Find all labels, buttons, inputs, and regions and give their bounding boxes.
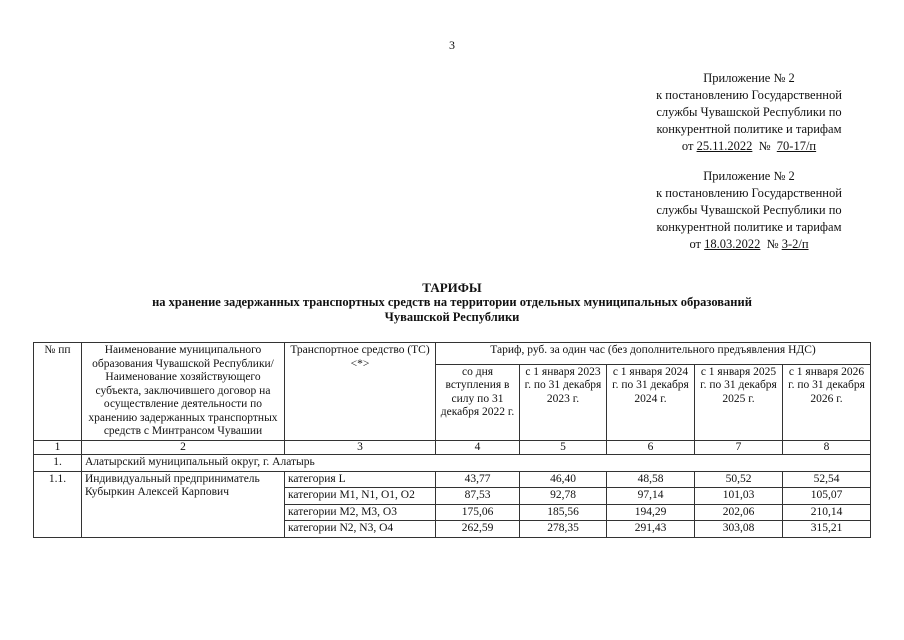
column-index: 3 — [285, 440, 436, 455]
tariff-value: 291,43 — [607, 521, 695, 538]
header-num: № пп — [34, 343, 82, 441]
tariff-value: 175,06 — [436, 504, 520, 521]
column-index: 6 — [607, 440, 695, 455]
tariff-value: 48,58 — [607, 471, 695, 488]
tariff-table — [33, 342, 871, 538]
appendix-line: службы Чувашской Республики по — [656, 203, 842, 217]
header-period: с 1 января 2026 г. по 31 декабря 2026 г. — [783, 364, 871, 440]
vehicle-category: категории М1, N1, О1, О2 — [285, 488, 436, 505]
vehicle-category: категории М2, М3, О3 — [285, 504, 436, 521]
appendix-title: Приложение № 2 — [703, 169, 795, 183]
appendix-line: к постановлению Государственной — [656, 186, 842, 200]
date-prefix: от — [681, 139, 697, 153]
entry-name: Индивидуальный предприниматель Кубыркин Алексей Карпович — [82, 471, 285, 537]
date-prefix: от — [689, 237, 705, 251]
number-prefix: № — [766, 237, 782, 251]
tariff-value: 101,03 — [695, 488, 783, 505]
column-index: 2 — [82, 440, 285, 455]
appendix-previous — [634, 168, 864, 253]
appendix-line: конкурентной политике и тарифам — [656, 220, 842, 234]
tariff-value: 194,29 — [607, 504, 695, 521]
title-subtitle: на хранение задержанных транспортных средств на территории отдельных муниципальных образований — [152, 295, 752, 309]
tariff-value: 87,53 — [436, 488, 520, 505]
appendix-line: конкурентной политике и тарифам — [656, 122, 842, 136]
appendix-date-line — [634, 236, 864, 253]
document-title — [0, 280, 904, 325]
tariff-value: 52,54 — [783, 471, 871, 488]
table-row — [34, 471, 871, 488]
column-index: 7 — [695, 440, 783, 455]
column-index: 1 — [34, 440, 82, 455]
title-subtitle: Чувашской Республики — [384, 310, 520, 324]
appendix-date-line — [634, 138, 864, 155]
header-tariff-group: Тариф, руб. за один час (без дополнительного предъявления НДС) — [436, 343, 871, 365]
column-index-row — [34, 440, 871, 455]
header-period: со дня вступления в силу по 31 декабря 2022 г. — [436, 364, 520, 440]
tariff-value: 185,56 — [520, 504, 607, 521]
tariff-value: 97,14 — [607, 488, 695, 505]
appendix-line: службы Чувашской Республики по — [656, 105, 842, 119]
appendix-current — [634, 70, 864, 155]
resolution-date: 25.11.2022 — [696, 139, 753, 153]
resolution-date: 18.03.2022 — [704, 237, 761, 251]
tariff-value: 278,35 — [520, 521, 607, 538]
header-entity: Наименование муниципального образования Чувашской Республики/ Наименование хозяйствующего субъекта, заключившего договор на осуществление деятельности по хранению задержанных транспортных средств с Минтрансом Чувашии — [82, 343, 285, 441]
section-num: 1. — [34, 455, 82, 472]
entry-num: 1.1. — [34, 471, 82, 537]
column-index: 4 — [436, 440, 520, 455]
tariff-value: 315,21 — [783, 521, 871, 538]
resolution-number: 3-2/п — [781, 237, 809, 251]
tariff-value: 43,77 — [436, 471, 520, 488]
header-period: с 1 января 2025 г. по 31 декабря 2025 г. — [695, 364, 783, 440]
vehicle-category: категории N2, N3, О4 — [285, 521, 436, 538]
tariff-value: 303,08 — [695, 521, 783, 538]
tariff-value: 92,78 — [520, 488, 607, 505]
header-period: с 1 января 2024 г. по 31 декабря 2024 г. — [607, 364, 695, 440]
title-main: ТАРИФЫ — [422, 280, 482, 295]
tariff-value: 46,40 — [520, 471, 607, 488]
header-vehicle: Транспортное средство (ТС) <*> — [285, 343, 436, 441]
section-row — [34, 455, 871, 472]
tariff-value: 105,07 — [783, 488, 871, 505]
tariff-value: 210,14 — [783, 504, 871, 521]
column-index: 8 — [783, 440, 871, 455]
number-prefix: № — [758, 139, 774, 153]
tariff-value: 50,52 — [695, 471, 783, 488]
appendix-title: Приложение № 2 — [703, 71, 795, 85]
section-name: Алатырский муниципальный округ, г. Алатырь — [82, 455, 871, 472]
column-index: 5 — [520, 440, 607, 455]
tariff-value: 262,59 — [436, 521, 520, 538]
vehicle-category: категория L — [285, 471, 436, 488]
page-number: 3 — [449, 38, 455, 52]
tariff-value: 202,06 — [695, 504, 783, 521]
header-period: с 1 января 2023 г. по 31 декабря 2023 г. — [520, 364, 607, 440]
resolution-number: 70-17/п — [776, 139, 817, 153]
appendix-line: к постановлению Государственной — [656, 88, 842, 102]
